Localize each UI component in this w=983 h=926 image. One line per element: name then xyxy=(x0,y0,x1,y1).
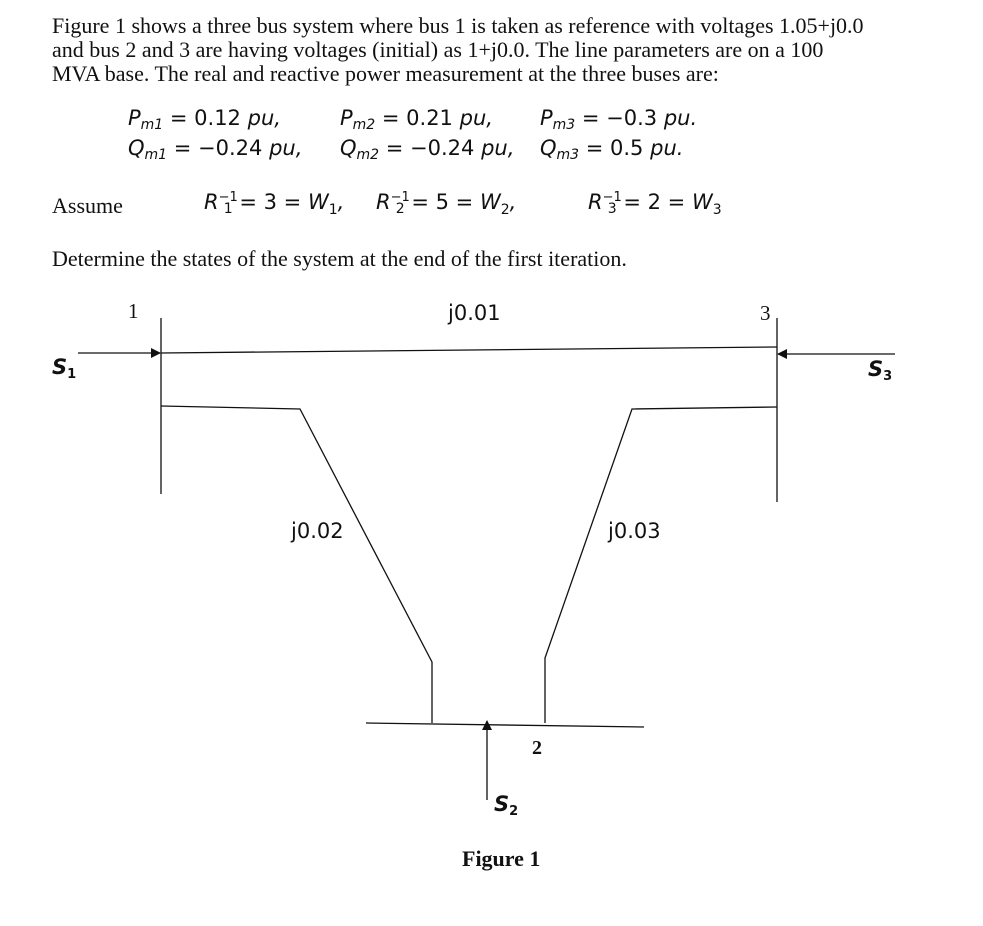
impedance-j003: j0.03 xyxy=(608,519,661,543)
s3-label: $S_3$ xyxy=(868,357,893,384)
measurement-pm2: $P_{m2} = 0.21$ pu, xyxy=(340,106,493,133)
bus-2-label: 2 xyxy=(532,737,542,759)
question-text: Determine the states of the system at the end of the first iteration. xyxy=(52,246,627,271)
problem-line: Figure 1 shows a three bus system where bus 1 is taken as reference with voltages 1.05+j0.0 xyxy=(52,13,864,38)
bus-2-bar xyxy=(366,723,644,727)
measurement-qm2: $Q_{m2} = -0.24$ pu, xyxy=(340,136,515,163)
line-1-2 xyxy=(161,406,432,723)
bus-1-label: 1 xyxy=(128,299,139,323)
assume-weight-3: $R^{-1}_3 = 2 = W_3$ xyxy=(588,190,722,218)
measurement-qm3: $Q_{m3} = 0.5$ pu. xyxy=(540,136,684,163)
figure-caption: Figure 1 xyxy=(462,846,541,871)
line-3-2 xyxy=(545,407,777,723)
impedance-j002: j0.02 xyxy=(291,519,344,543)
line-1-3 xyxy=(161,347,777,353)
measurement-pm1: $P_{m1} = 0.12$ pu, xyxy=(128,106,281,133)
bus-3-label: 3 xyxy=(760,301,771,325)
measurement-pm3: $P_{m3} = -0.3$ pu. xyxy=(540,106,698,133)
assume-weight-2: $R^{-1}_2 = 5 = W_2$, xyxy=(376,190,517,218)
measurement-qm1: $Q_{m1} = -0.24$ pu, xyxy=(128,136,303,163)
assume-weight-1: $R^{-1}_1 = 3 = W_1$, xyxy=(204,190,345,218)
impedance-j001: j0.01 xyxy=(448,301,501,325)
problem-line: MVA base. The real and reactive power measurement at the three buses are: xyxy=(52,61,719,86)
problem-line: and bus 2 and 3 are having voltages (initial) as 1+j0.0. The line parameters are on a 100 xyxy=(52,37,824,62)
s2-label: $S_2$ xyxy=(494,792,519,819)
s1-label: $S_1$ xyxy=(52,355,77,382)
assume-label: Assume xyxy=(52,193,123,218)
